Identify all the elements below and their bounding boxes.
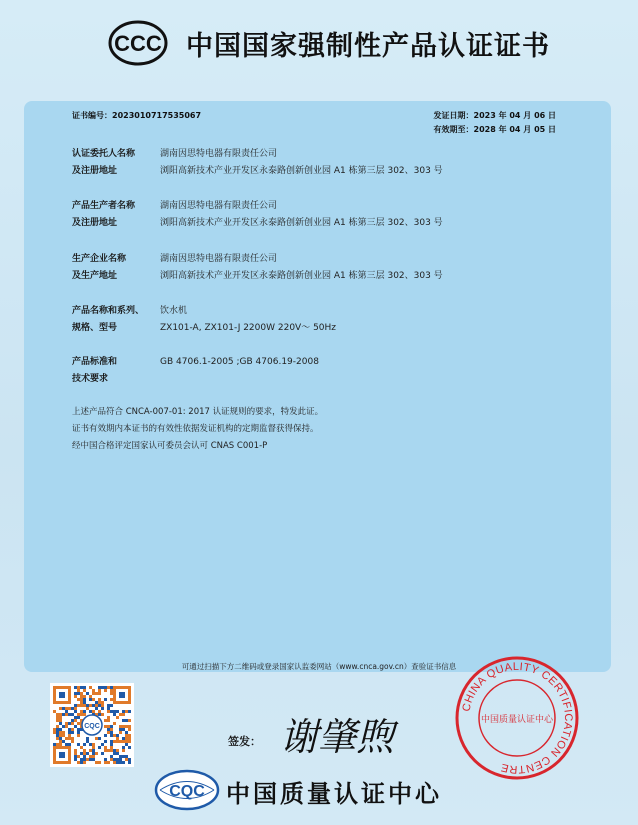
ccc-logo xyxy=(108,20,168,66)
qr-module xyxy=(80,761,83,764)
qr-module xyxy=(110,728,113,731)
qr-module xyxy=(101,752,104,755)
qr-module xyxy=(104,689,107,692)
qr-module xyxy=(98,746,101,749)
qr-module xyxy=(128,719,131,722)
qr-module xyxy=(104,725,107,728)
qr-module xyxy=(83,710,86,713)
expiry-date: 有效期至：2028 年 04 月 05 日 xyxy=(433,125,556,134)
qr-module xyxy=(89,755,92,758)
qr-module xyxy=(89,749,92,752)
qr-module xyxy=(80,692,83,695)
qr-module xyxy=(116,761,119,764)
qr-module xyxy=(71,737,74,740)
qr-module xyxy=(92,755,95,758)
qr-module xyxy=(59,722,62,725)
qr-module xyxy=(56,737,59,740)
qr-module xyxy=(104,740,107,743)
statement-line: 经中国合格评定国家认可委员会认可 CNAS C001-P xyxy=(72,441,268,451)
qr-module xyxy=(56,731,59,734)
qr-module xyxy=(65,743,68,746)
qr-module xyxy=(116,758,119,761)
qr-module xyxy=(98,692,101,695)
qr-module xyxy=(77,704,80,707)
qr-module xyxy=(110,758,113,761)
qr-module xyxy=(122,713,125,716)
qr-module xyxy=(74,716,77,719)
qr-module xyxy=(77,734,80,737)
qr-module xyxy=(62,725,65,728)
qr-module xyxy=(125,740,128,743)
qr-module xyxy=(68,731,71,734)
qr-module xyxy=(53,743,56,746)
qr-module xyxy=(101,713,104,716)
qr-module xyxy=(83,704,86,707)
qr-module xyxy=(98,713,101,716)
qr-module xyxy=(56,713,59,716)
qr-module xyxy=(110,755,113,758)
qr-module xyxy=(125,731,128,734)
qr-module xyxy=(125,743,128,746)
qr-module xyxy=(83,755,86,758)
qr-module xyxy=(128,728,131,731)
qr-module xyxy=(71,719,74,722)
applicant-label: 认证委托人名称 及注册地址 xyxy=(72,149,136,176)
qr-module xyxy=(122,725,125,728)
qr-module xyxy=(110,692,113,695)
qr-module xyxy=(59,731,62,734)
qr-module xyxy=(65,725,68,728)
qr-module xyxy=(119,731,122,734)
qr-module xyxy=(77,716,80,719)
qr-module xyxy=(92,758,95,761)
qr-module xyxy=(56,719,59,722)
qr-module xyxy=(83,695,86,698)
qr-module xyxy=(122,755,125,758)
qr-module xyxy=(92,752,95,755)
qr-module xyxy=(95,704,98,707)
qr-module xyxy=(95,761,98,764)
qr-module xyxy=(80,746,83,749)
qr-module xyxy=(98,761,101,764)
qr-module xyxy=(59,734,62,737)
qr-module xyxy=(92,749,95,752)
qr-module xyxy=(104,749,107,752)
qr-module xyxy=(92,692,95,695)
qr-module xyxy=(122,740,125,743)
qr-module xyxy=(101,686,104,689)
qr-module xyxy=(107,719,110,722)
qr-module xyxy=(92,689,95,692)
qr-module xyxy=(56,725,59,728)
qr-module xyxy=(98,689,101,692)
qr-module xyxy=(53,728,56,731)
qr-module xyxy=(98,710,101,713)
product-label: 产品名称和系列、 规格、型号 xyxy=(72,306,145,333)
qr-module xyxy=(68,707,71,710)
qr-module xyxy=(119,725,122,728)
qr-module xyxy=(122,746,125,749)
qr-module xyxy=(89,710,92,713)
qr-module xyxy=(62,731,65,734)
applicant-value: 湖南因思特电器有限责任公司 浏阳高新技术产业开发区永泰路创新创业园 A1 栋第三层 302、303 号 xyxy=(160,149,443,176)
qr-code[interactable] xyxy=(50,683,134,767)
qr-module xyxy=(83,743,86,746)
qr-module xyxy=(89,743,92,746)
qr-module xyxy=(59,737,62,740)
qr-module xyxy=(110,704,113,707)
seal-outer-text: CHINA QUALITY CERTIFICATION CENTRE xyxy=(460,660,575,776)
qr-module xyxy=(89,695,92,698)
qr-module xyxy=(62,740,65,743)
qr-module xyxy=(128,737,131,740)
qr-module xyxy=(107,710,110,713)
qr-module xyxy=(98,704,101,707)
qr-module xyxy=(74,755,77,758)
qr-module xyxy=(74,686,77,689)
qr-module xyxy=(83,701,86,704)
qr-module xyxy=(110,731,113,734)
qr-module xyxy=(86,758,89,761)
qr-module xyxy=(77,698,80,701)
qr-module xyxy=(53,710,56,713)
qr-module xyxy=(107,725,110,728)
qr-module xyxy=(77,692,80,695)
qr-module xyxy=(113,713,116,716)
qr-module xyxy=(113,752,116,755)
qr-module xyxy=(128,725,131,728)
qr-module xyxy=(83,686,86,689)
qr-module xyxy=(74,719,77,722)
qr-module xyxy=(95,692,98,695)
qr-module xyxy=(119,713,122,716)
qr-module xyxy=(104,758,107,761)
qr-module xyxy=(71,722,74,725)
qr-finder-top-left xyxy=(53,686,71,704)
qr-module xyxy=(83,752,86,755)
qr-module xyxy=(110,725,113,728)
qr-module xyxy=(83,713,86,716)
qr-module xyxy=(86,692,89,695)
statement-line: 证书有效期内本证书的有效性依据发证机构的定期监督获得保持。 xyxy=(72,424,319,434)
qr-module xyxy=(110,734,113,737)
qr-module xyxy=(92,704,95,707)
qr-module xyxy=(74,752,77,755)
statement-line: 上述产品符合 CNCA-007-01: 2017 认证规则的要求，特发此证。 xyxy=(72,407,324,417)
manufacturer-value: 湖南因思特电器有限责任公司 浏阳高新技术产业开发区永泰路创新创业园 A1 栋第三层 302、303 号 xyxy=(160,201,443,228)
qr-module xyxy=(95,701,98,704)
qr-module xyxy=(74,707,77,710)
qr-module xyxy=(122,719,125,722)
qr-module xyxy=(119,728,122,731)
qr-module xyxy=(77,686,80,689)
qr-module xyxy=(119,755,122,758)
qr-module xyxy=(80,713,83,716)
qr-module xyxy=(83,749,86,752)
qr-module xyxy=(101,743,104,746)
qr-module xyxy=(116,752,119,755)
qr-module xyxy=(110,743,113,746)
qr-module xyxy=(80,710,83,713)
qr-module xyxy=(125,734,128,737)
qr-module xyxy=(107,761,110,764)
qr-module xyxy=(113,758,116,761)
qr-module xyxy=(68,743,71,746)
qr-module xyxy=(107,716,110,719)
qr-module xyxy=(104,734,107,737)
qr-module xyxy=(65,737,68,740)
qr-module xyxy=(104,686,107,689)
qr-module xyxy=(86,752,89,755)
issuer-name: 中国质量认证中心 xyxy=(226,780,442,808)
qr-module xyxy=(113,740,116,743)
qr-module xyxy=(104,698,107,701)
qr-module xyxy=(101,701,104,704)
qr-module xyxy=(59,728,62,731)
qr-module xyxy=(116,740,119,743)
qr-module xyxy=(86,704,89,707)
qr-module xyxy=(122,737,125,740)
qr-module xyxy=(116,710,119,713)
qr-module xyxy=(107,731,110,734)
qr-module xyxy=(56,728,59,731)
ccc-logo-text: CCC xyxy=(114,31,162,56)
qr-module xyxy=(119,758,122,761)
qr-module xyxy=(125,710,128,713)
qr-module xyxy=(56,743,59,746)
qr-module xyxy=(110,746,113,749)
qr-module xyxy=(74,695,77,698)
qr-module xyxy=(116,716,119,719)
qr-module xyxy=(107,686,110,689)
qr-module xyxy=(80,704,83,707)
qr-module xyxy=(101,707,104,710)
qr-module xyxy=(92,710,95,713)
qr-module xyxy=(53,731,56,734)
qr-module xyxy=(89,698,92,701)
qr-module xyxy=(110,749,113,752)
qr-module xyxy=(98,686,101,689)
qr-module xyxy=(62,707,65,710)
qr-module xyxy=(125,725,128,728)
qr-module xyxy=(77,731,80,734)
qr-module xyxy=(98,698,101,701)
issue-date: 发证日期：2023 年 04 月 06 日 xyxy=(433,111,556,120)
qr-module xyxy=(110,740,113,743)
qr-module xyxy=(86,707,89,710)
qr-module xyxy=(65,707,68,710)
qr-module xyxy=(77,728,80,731)
qr-module xyxy=(116,737,119,740)
qr-module xyxy=(74,749,77,752)
qr-module xyxy=(107,749,110,752)
qr-module xyxy=(71,707,74,710)
qr-module xyxy=(110,710,113,713)
qr-module xyxy=(89,704,92,707)
qr-module xyxy=(59,713,62,716)
qr-module xyxy=(77,713,80,716)
qr-module xyxy=(83,698,86,701)
qr-module xyxy=(95,752,98,755)
manufacturer-label: 产品生产者名称 及注册地址 xyxy=(72,201,136,228)
qr-module xyxy=(83,761,86,764)
qr-module xyxy=(110,686,113,689)
signature-image xyxy=(276,702,416,764)
svg-text:CQC: CQC xyxy=(84,723,100,730)
qr-module xyxy=(68,713,71,716)
qr-module xyxy=(77,755,80,758)
qr-module xyxy=(65,722,68,725)
qr-module xyxy=(77,722,80,725)
qr-module xyxy=(56,734,59,737)
qr-module xyxy=(71,740,74,743)
qr-module xyxy=(77,743,80,746)
qr-module xyxy=(122,761,125,764)
qr-finder-top-right xyxy=(113,686,131,704)
qr-module xyxy=(62,713,65,716)
qr-finder-bottom-left xyxy=(53,746,71,764)
qr-module xyxy=(104,719,107,722)
qr-module xyxy=(59,716,62,719)
qr-module xyxy=(74,710,77,713)
qr-module xyxy=(80,698,83,701)
qr-module xyxy=(71,728,74,731)
qr-module xyxy=(80,686,83,689)
qr-module xyxy=(101,704,104,707)
qr-module xyxy=(128,758,131,761)
product-value: 饮水机 ZX101-A, ZX101-J 2200W 220V～ 50Hz xyxy=(160,306,337,333)
qr-module xyxy=(92,746,95,749)
qr-module xyxy=(128,740,131,743)
qr-module xyxy=(128,746,131,749)
qr-module xyxy=(77,689,80,692)
qr-module xyxy=(107,728,110,731)
official-seal xyxy=(454,655,580,781)
qr-module xyxy=(122,710,125,713)
qr-module xyxy=(89,758,92,761)
qr-module xyxy=(113,710,116,713)
qr-module xyxy=(110,689,113,692)
qr-module xyxy=(80,752,83,755)
qr-module xyxy=(113,761,116,764)
qr-module xyxy=(92,743,95,746)
qr-module xyxy=(110,698,113,701)
factory-label: 生产企业名称 及生产地址 xyxy=(72,254,127,281)
qr-module xyxy=(59,740,62,743)
qr-module xyxy=(59,719,62,722)
qr-module xyxy=(128,710,131,713)
qr-module xyxy=(122,749,125,752)
seal-inner-text: 中国质量认证中心 xyxy=(480,715,554,725)
qr-module xyxy=(68,734,71,737)
qr-module xyxy=(128,734,131,737)
qr-module xyxy=(86,740,89,743)
qr-module xyxy=(104,761,107,764)
qr-module xyxy=(59,707,62,710)
qr-module xyxy=(80,701,83,704)
qr-module xyxy=(119,740,122,743)
qr-module xyxy=(107,707,110,710)
qr-module xyxy=(74,704,77,707)
qr-module xyxy=(71,713,74,716)
qr-module xyxy=(74,758,77,761)
qr-module xyxy=(68,728,71,731)
qr-module xyxy=(113,749,116,752)
qr-module xyxy=(68,722,71,725)
qr-module xyxy=(86,737,89,740)
cqc-logo xyxy=(154,769,220,811)
qr-module xyxy=(125,737,128,740)
qr-module xyxy=(83,758,86,761)
qr-module xyxy=(125,719,128,722)
qr-module xyxy=(80,758,83,761)
qr-module xyxy=(119,761,122,764)
certificate-number: 证书编号：2023010717535067 xyxy=(72,111,202,120)
certificate-statements xyxy=(72,404,323,455)
qr-module xyxy=(83,689,86,692)
qr-module xyxy=(98,737,101,740)
qr-module xyxy=(74,725,77,728)
qr-module xyxy=(74,692,77,695)
qr-module xyxy=(56,716,59,719)
qr-module xyxy=(77,761,80,764)
standards-label: 产品标准和 技术要求 xyxy=(72,357,118,384)
factory-value: 湖南因思特电器有限责任公司 浏阳高新技术产业开发区永泰路创新创业园 A1 栋第三层 302、303 号 xyxy=(160,254,443,281)
qr-module xyxy=(95,707,98,710)
qr-module xyxy=(116,734,119,737)
qr-module xyxy=(116,749,119,752)
qr-module xyxy=(89,686,92,689)
qr-module xyxy=(104,746,107,749)
qr-module xyxy=(62,734,65,737)
qr-module xyxy=(125,755,128,758)
qr-center-logo xyxy=(82,715,102,735)
qr-module xyxy=(65,710,68,713)
qr-module xyxy=(95,737,98,740)
qr-module xyxy=(98,701,101,704)
qr-module xyxy=(65,713,68,716)
qr-module xyxy=(122,728,125,731)
qr-module xyxy=(113,734,116,737)
qr-module xyxy=(125,758,128,761)
qr-module xyxy=(80,695,83,698)
standards-value: GB 4706.1-2005 ;GB 4706.19-2008 xyxy=(160,357,319,367)
signature-text: 谢肇煦 xyxy=(280,715,395,759)
qr-module xyxy=(113,722,116,725)
qr-module xyxy=(128,761,131,764)
qr-module xyxy=(71,731,74,734)
qr-module xyxy=(92,698,95,701)
qr-module xyxy=(59,743,62,746)
certificate-title: 中国国家强制性产品认证证书 xyxy=(186,31,550,62)
qr-module xyxy=(68,737,71,740)
signature-label: 签发： xyxy=(228,735,261,748)
cqc-logo-text: CQC xyxy=(169,783,205,800)
verification-note: 可通过扫描下方二维码或登录国家认监委网站（www.cnca.gov.cn）查验证书信息 xyxy=(181,662,457,671)
qr-module xyxy=(107,704,110,707)
